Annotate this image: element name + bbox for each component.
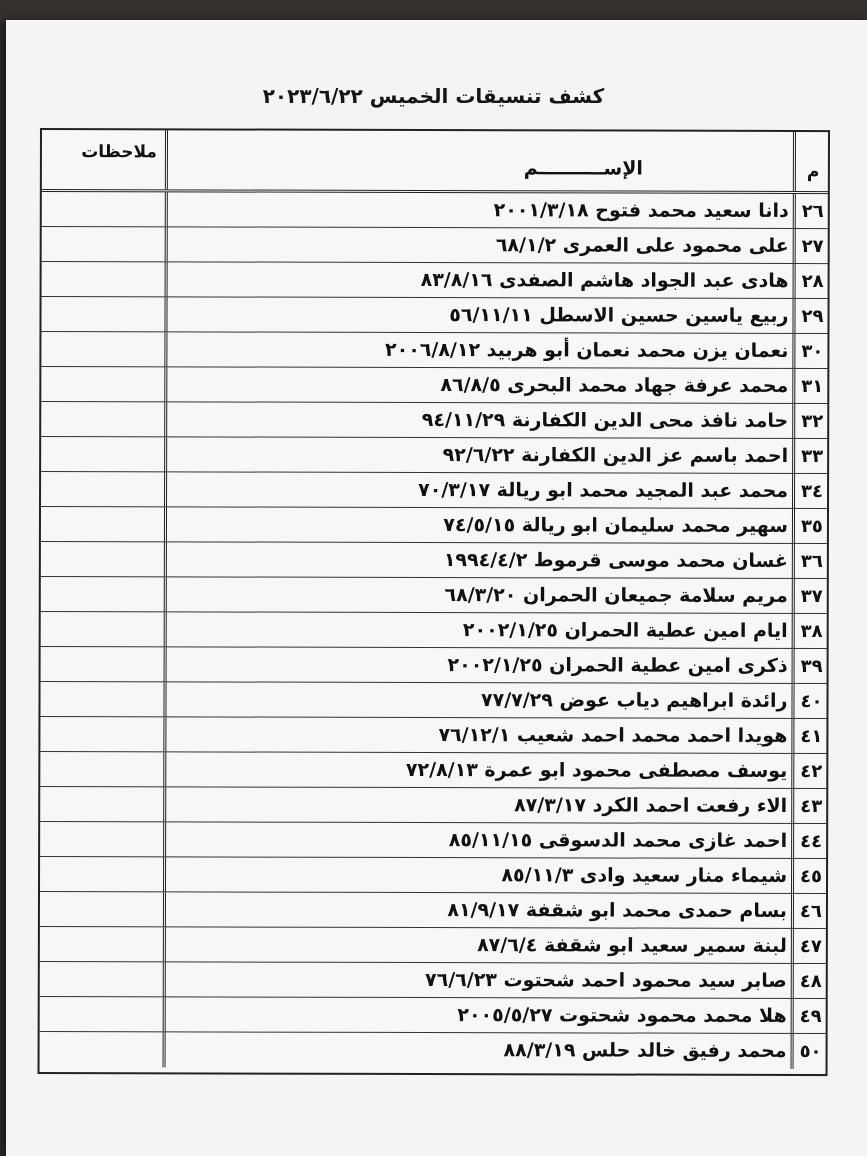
table-row xyxy=(41,612,827,649)
name-cell: احمد باسم عز الدين الكفارنة ٩٢/٦/٢٢ xyxy=(167,437,795,473)
table-row xyxy=(41,507,827,544)
table-row xyxy=(41,472,827,509)
notes-cell xyxy=(41,437,167,471)
table-row xyxy=(41,297,827,334)
row-number-cell: ٣٧ xyxy=(800,585,823,608)
table-row xyxy=(41,332,827,369)
notes-cell xyxy=(40,787,166,821)
name-cell: شيماء منار سعيد وادى ٨٥/١١/٣ xyxy=(166,857,794,893)
name-cell: لبنة سمير سعيد ابو شقفة ٨٧/٦/٤ xyxy=(166,927,794,963)
table-row xyxy=(42,227,828,264)
row-number-cell: ٤٧ xyxy=(799,935,822,958)
table-row xyxy=(40,682,826,719)
name-cell: محمد عرفة جهاد محمد البحرى ٨٦/٨/٥ xyxy=(167,367,795,403)
row-number-cell: ٣١ xyxy=(801,375,824,398)
notes-cell xyxy=(41,612,167,646)
row-number-cell: ٣٩ xyxy=(800,655,823,678)
notes-cell xyxy=(41,472,167,506)
table-row xyxy=(41,367,827,404)
table-row xyxy=(42,192,828,229)
notes-cell xyxy=(40,927,166,961)
notes-cell xyxy=(41,577,167,611)
name-cell: الاء رفعت احمد الكرد ٨٧/٣/١٧ xyxy=(166,787,794,823)
notes-cell xyxy=(41,332,167,366)
notes-cell xyxy=(42,192,168,226)
row-number-cell: ٥٠ xyxy=(799,1040,822,1063)
row-number-cell: ٣٤ xyxy=(801,480,824,503)
row-number-cell: ٣٠ xyxy=(801,340,824,363)
name-cell: هويدا احمد محمد احمد شعيب ٧٦/١٢/١ xyxy=(166,717,794,753)
notes-cell xyxy=(41,402,167,436)
table-row xyxy=(41,437,827,474)
row-number-cell: ٤٨ xyxy=(799,970,822,993)
notes-cell xyxy=(41,542,167,576)
header-num-label: م xyxy=(806,162,820,183)
notes-cell xyxy=(40,682,166,716)
table-row xyxy=(41,402,827,439)
header-notes-cell xyxy=(42,130,168,189)
table-row xyxy=(40,962,826,999)
row-number-cell: ٢٧ xyxy=(801,235,824,258)
table-row xyxy=(40,892,826,929)
row-number-cell: ٣٢ xyxy=(801,410,824,433)
table-row xyxy=(41,647,827,684)
table-row xyxy=(40,997,826,1034)
row-number-cell: ٣٨ xyxy=(800,620,823,643)
table-row xyxy=(42,262,828,299)
table-row xyxy=(40,822,826,859)
header-notes-label: ملاحظات xyxy=(81,142,157,163)
name-cell: احمد غازى محمد الدسوقى ٨٥/١١/١٥ xyxy=(166,822,794,858)
row-number-cell: ٤٥ xyxy=(800,865,823,888)
notes-cell xyxy=(41,507,167,541)
row-number-cell: ٣٦ xyxy=(800,550,823,573)
header-name-label: الإســــــــــم xyxy=(523,157,643,180)
row-number-cell: ٢٦ xyxy=(801,200,824,223)
name-cell: محمد عبد المجيد محمد ابو ريالة ٧٠/٣/١٧ xyxy=(167,472,795,508)
name-cell: نعمان يزن محمد نعمان أبو هربيد ٢٠٠٦/٨/١٢ xyxy=(167,332,795,368)
table-row xyxy=(40,927,826,964)
name-cell: ذكرى امين عطية الحمران ٢٠٠٢/١/٢٥ xyxy=(167,647,795,683)
name-cell: ربيع ياسين حسين الاسطل ٥٦/١١/١١ xyxy=(167,297,795,333)
name-cell: حامد نافذ محى الدين الكفارنة ٩٤/١١/٢٩ xyxy=(167,402,795,438)
name-cell: مريم سلامة جميعان الحمران ٦٨/٣/٢٠ xyxy=(167,577,795,613)
notes-cell xyxy=(40,822,166,856)
name-cell: سهير محمد سليمان ابو ريالة ٧٤/٥/١٥ xyxy=(167,507,795,543)
table-row xyxy=(40,787,826,824)
row-number-cell: ٤١ xyxy=(800,725,823,748)
document-title: كشف تنسيقات الخميس ٢٠٢٣/٦/٢٢ xyxy=(262,84,605,108)
table-row xyxy=(40,717,826,754)
notes-cell xyxy=(41,367,167,401)
table-header xyxy=(42,130,828,194)
notes-cell xyxy=(41,297,167,331)
row-number-cell: ٢٩ xyxy=(801,305,824,328)
name-cell: دانا سعيد محمد فتوح ٢٠٠١/٣/١٨ xyxy=(168,192,796,228)
name-cell: على محمود على العمرى ٦٨/١/٢ xyxy=(168,227,796,263)
table-row xyxy=(40,752,826,789)
name-cell: ايام امين عطية الحمران ٢٠٠٢/١/٢٥ xyxy=(167,612,795,648)
header-name-cell xyxy=(168,130,796,191)
row-number-cell: ٤٩ xyxy=(799,1005,822,1028)
row-number-cell: ٤٤ xyxy=(800,830,823,853)
notes-cell xyxy=(40,892,166,926)
row-number-cell: ٢٨ xyxy=(801,270,824,293)
table-row xyxy=(41,542,827,579)
name-cell: صابر سيد محمود احمد شحتوت ٧٦/٦/٢٣ xyxy=(166,962,794,998)
name-cell: هلا محمد محمود شحتوت ٢٠٠٥/٥/٢٧ xyxy=(166,997,794,1033)
name-cell: يوسف مصطفى محمود ابو عمرة ٧٢/٨/١٣ xyxy=(166,752,794,788)
notes-cell xyxy=(40,717,166,751)
names-table xyxy=(38,128,830,1076)
row-number-cell: ٤٦ xyxy=(799,900,822,923)
table-row xyxy=(41,577,827,614)
row-number-cell: ٣٣ xyxy=(801,445,824,468)
name-cell: بسام حمدى محمد ابو شقفة ٨١/٩/١٧ xyxy=(166,892,794,928)
table-row xyxy=(40,857,826,894)
notes-cell xyxy=(42,227,168,261)
notes-cell xyxy=(41,647,167,681)
table-row xyxy=(40,1032,826,1069)
header-num-cell xyxy=(796,132,830,191)
notes-cell xyxy=(40,1032,166,1067)
notes-cell xyxy=(40,962,166,996)
name-cell: رائدة ابراهيم دياب عوض ٧٧/٧/٢٩ xyxy=(166,682,794,718)
name-cell: غسان محمد موسى قرموط ١٩٩٤/٤/٢ xyxy=(167,542,795,578)
notes-cell xyxy=(40,997,166,1031)
table-body xyxy=(40,192,828,1069)
name-cell: محمد رفيق خالد حلس ٨٨/٣/١٩ xyxy=(166,1032,794,1069)
notes-cell xyxy=(40,857,166,891)
notes-cell xyxy=(42,262,168,296)
row-number-cell: ٤٣ xyxy=(800,795,823,818)
row-number-cell: ٣٥ xyxy=(800,515,823,538)
row-number-cell: ٤٢ xyxy=(800,760,823,783)
notes-cell xyxy=(40,752,166,786)
name-cell: هادى عبد الجواد هاشم الصفدى ٨٣/٨/١٦ xyxy=(168,262,796,298)
row-number-cell: ٤٠ xyxy=(800,690,823,713)
